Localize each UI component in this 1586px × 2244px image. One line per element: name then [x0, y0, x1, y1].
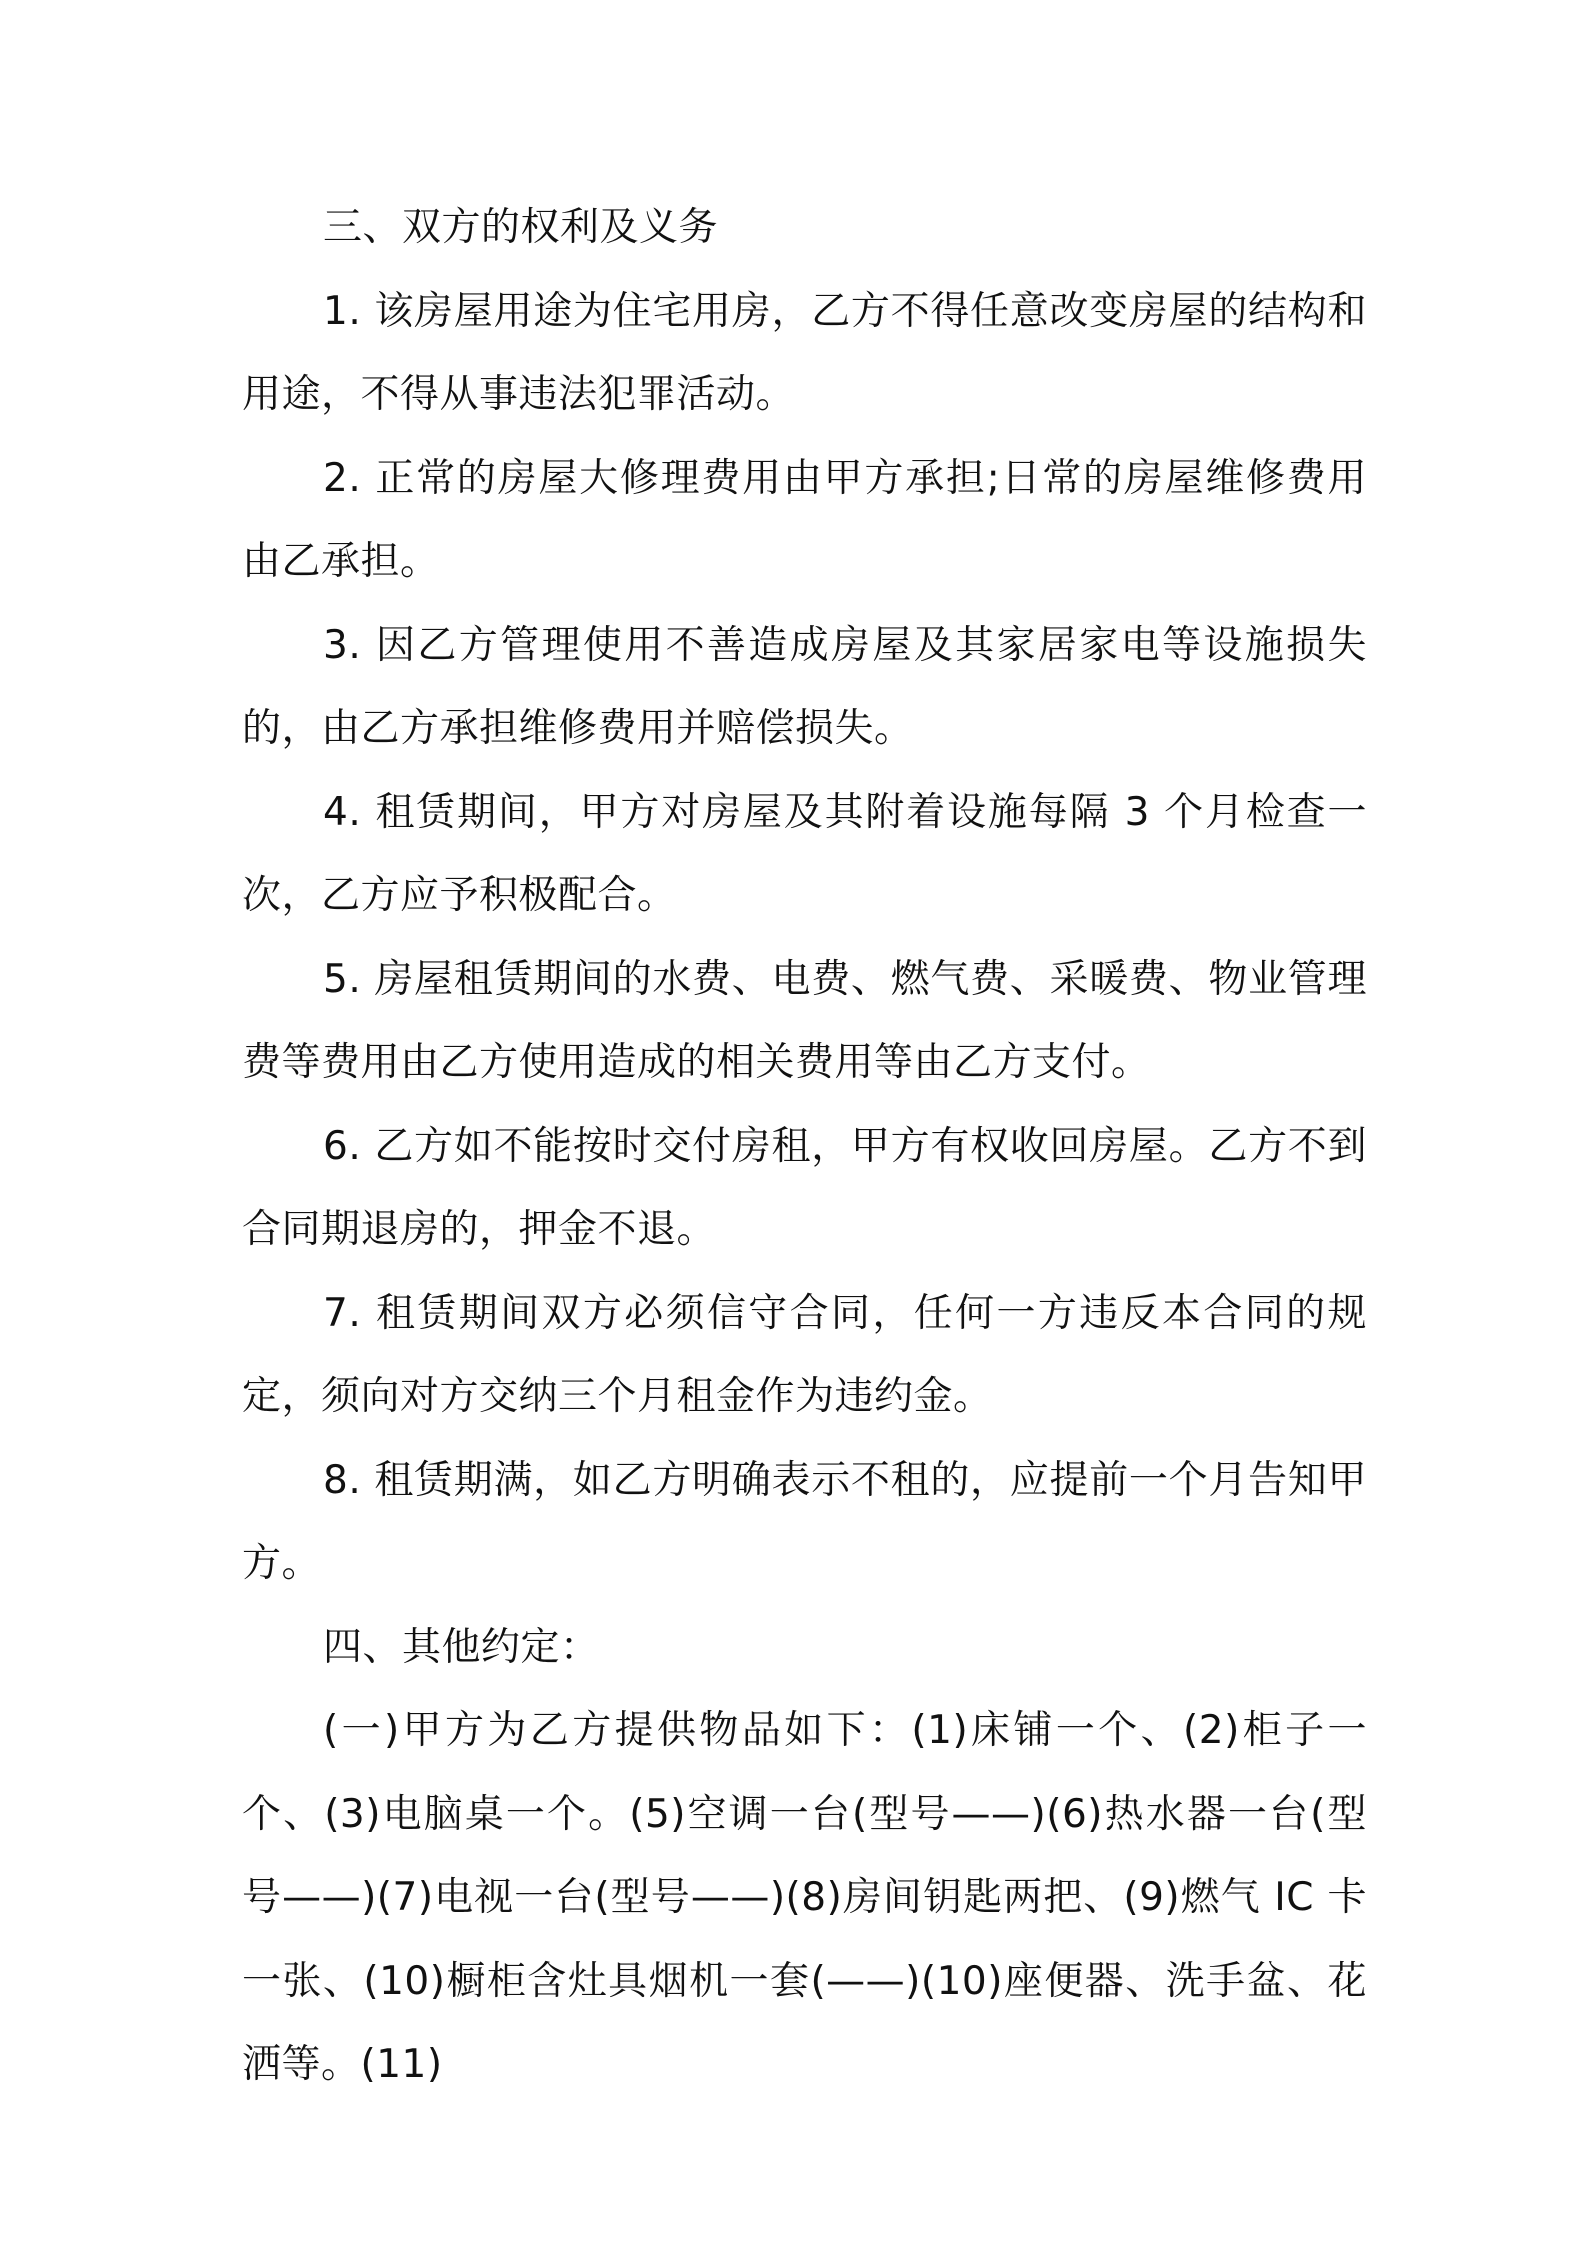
section-four-heading: 四、其他约定： [323, 1624, 600, 1670]
section-three-heading: 三、双方的权利及义务 [323, 205, 719, 250]
clause-7: 7. 租赁期间双方必须信守合同，任何一方违反本合同的规定，须向对方交纳三个月租金作为违约金。 [242, 1290, 1367, 1419]
clause-1: 1. 该房屋用途为住宅用房，乙方不得任意改变房屋的结构和用途，不得从事违法犯罪活动。 [242, 288, 1367, 417]
clause-3: 3. 因乙方管理使用不善造成房屋及其家居家电等设施损失的，由乙方承担维修费用并赔偿损失。 [242, 622, 1367, 751]
document-body [242, 186, 1367, 2107]
clause-4: 4. 租赁期间，甲方对房屋及其附着设施每隔 3 个月检查一次，乙方应予积极配合。 [242, 789, 1367, 918]
clause-8: 8. 租赁期满，如乙方明确表示不租的，应提前一个月告知甲方。 [242, 1457, 1367, 1586]
clause-5: 5. 房屋租赁期间的水费、电费、燃气费、采暖费、物业管理费等费用由乙方使用造成的相关费用等由乙方支付。 [242, 956, 1367, 1085]
clause-6: 6. 乙方如不能按时交付房租，甲方有权收回房屋。乙方不到合同期退房的，押金不退。 [242, 1123, 1367, 1252]
other-agreement-paragraph: (一)甲方为乙方提供物品如下：(1)床铺一个、(2)柜子一个、(3)电脑桌一个。(5)空调一台(型号——)(6)热水器一台(型号——)(7)电视一台(型号——)(8)房间钥匙两把、(9)燃气 IC 卡一张、(10)橱柜含灶具烟机一套(——)(10)座便器、洗手盆、花洒等。(11) [242, 1708, 1367, 2087]
clause-2: 2. 正常的房屋大修理费用由甲方承担;日常的房屋维修费用由乙承担。 [242, 455, 1367, 584]
